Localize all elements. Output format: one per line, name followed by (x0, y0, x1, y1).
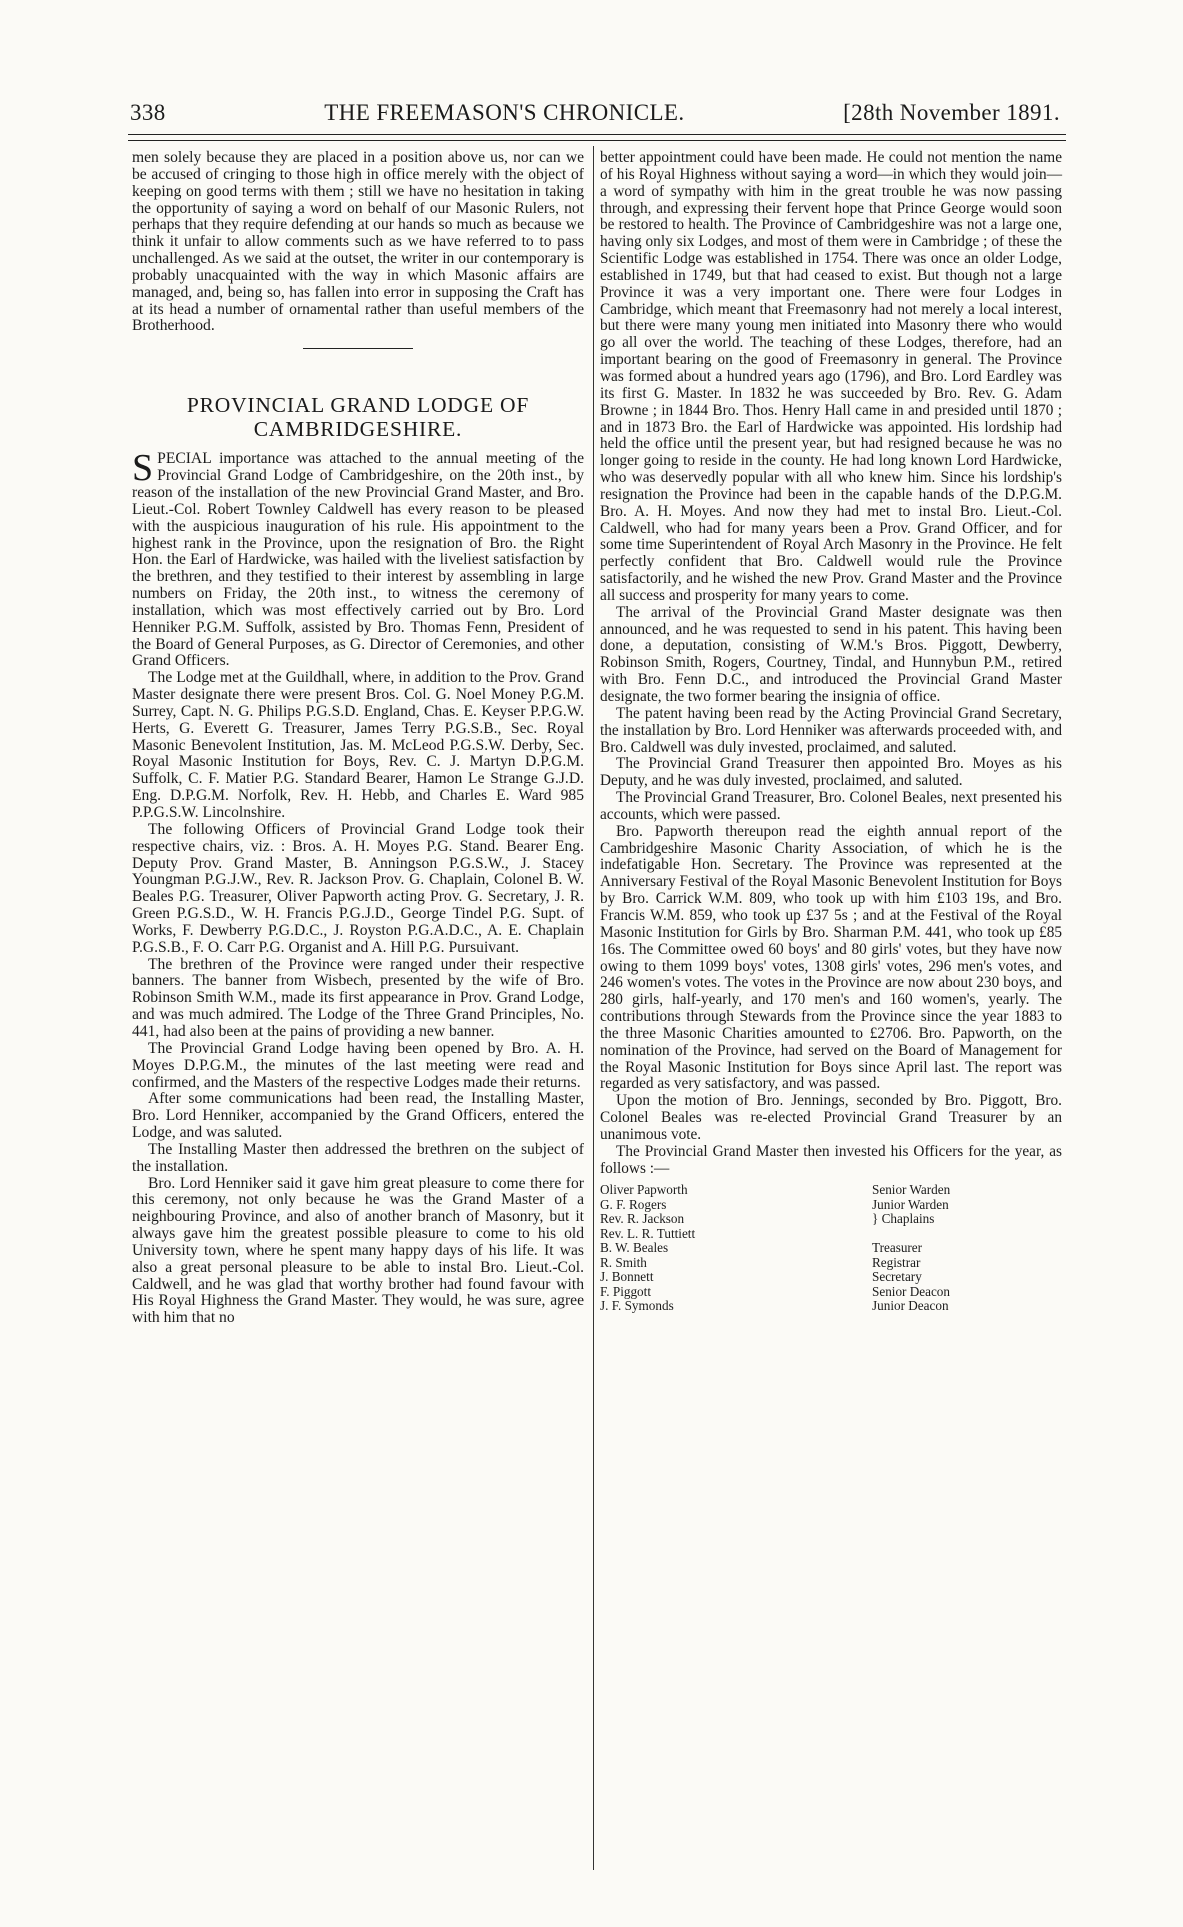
paragraph: Bro. Lord Henniker said it gave him great pleasure to come there for this ceremony, not only because he was the Grand Master of a neighbouring Province, and also of another branch of Masonry, but it always gave him the greatest possible pleasure to come to his old University town, where he spent many happy days of his life. It was also a great personal pleasure to be able to instal Bro. Lieut.-Col. Caldwell, and he was glad that worthy brother had found favour with His Royal Highness the Grand Master. They would, he was sure, agree with him that no (132, 1174, 584, 1327)
paragraph: Upon the motion of Bro. Jennings, seconded by Bro. Piggott, Bro. Colonel Beales was re-elected Provincial Grand Treasurer by an unanimous vote. (600, 1092, 1062, 1143)
officer-role: } Chaplains (872, 1211, 935, 1227)
officer-name: R. Smith (600, 1254, 647, 1270)
officer-row (600, 1183, 1062, 1198)
officer-role: Secretary (872, 1269, 922, 1285)
paragraph: The brethren of the Province were ranged under their respective banners. The banner from Wisbech, presented by the wife of Bro. Robinson Smith W.M., made its first appearance in Prov. Grand Lodge, and was much admired. The Lodge of the Three Grand Principles, No. 441, had also been at the pains of providing a new banner. (132, 955, 584, 1040)
officer-name: Rev. R. Jackson (600, 1211, 685, 1227)
paragraph: The Provincial Grand Treasurer then appointed Bro. Moyes as his Deputy, and he was duly invested, proclaimed, and saluted. (600, 755, 1062, 790)
page-number: 338 (130, 100, 166, 125)
paragraph: The following Officers of Provincial Grand Lodge took their respective chairs, viz. : Bros. A. H. Moyes P.G. Stand. Bearer Eng. Deputy Prov. Grand Master, B. Anningson P.G.S.W., J. Stacey Youngman P.G.J.W., Rev. R. Jackson Prov. G. Chaplain, Colonel B. W. Beales P.G. Treasurer, Oliver Papworth acting Prov. G. Secretary, J. R. Green P.G.S.D., W. H. Francis P.G.J.D., George Tindel P.G. Supt. of Works, F. Dewberry P.G.D.C., J. Royston P.G.A.D.C., A. E. Chaplain P.G.S.B., F. O. Carr P.G. Organist and A. Hill P.G. Pursuivant. (132, 820, 584, 956)
officer-role: Treasurer (872, 1240, 923, 1256)
section-divider (303, 348, 413, 349)
officer-role (872, 1227, 1062, 1242)
left-column (132, 150, 584, 1327)
column-divider (593, 146, 594, 1870)
paragraph: After some communications had been read, the Installing Master, Bro. Lord Henniker, accompanied by the Grand Officers, entered the Lodge, and was saluted. (132, 1090, 584, 1142)
page-header (130, 100, 1060, 132)
officer-name: Rev. L. R. Tuttiett (600, 1225, 696, 1241)
officer-name: G. F. Rogers (600, 1196, 667, 1212)
left-paragraphs (132, 670, 584, 1327)
officer-name: B. W. Beales (600, 1240, 669, 1256)
officer-role: Registrar (872, 1254, 921, 1270)
officer-name: F. Piggott (600, 1283, 651, 1299)
paragraph: The Provincial Grand Treasurer, Bro. Colonel Beales, next presented his accounts, which were passed. (600, 789, 1062, 823)
officer-name: Oliver Papworth (600, 1182, 688, 1198)
paragraph: The Provincial Grand Master then invested his Officers for the year, as follows :— (600, 1142, 1062, 1177)
publication-title: THE FREEMASON'S CHRONICLE. (324, 100, 685, 125)
paragraph: The Lodge met at the Guildhall, where, in addition to the Prov. Grand Master designate there were present Bros. Col. G. Noel Money P.G.M. Surrey, Capt. N. G. Philips P.G.S.D. England, Chas. E. Keyser P.P.G.W. Herts, G. Everett G. Treasurer, James Terry P.G.S.B., Sec. Royal Masonic Benevolent Institution, Jas. M. McLeod P.G.S.W. Derby, Sec. Royal Masonic Institution for Boys, Rev. C. J. Martyn D.P.G.M. Suffolk, C. F. Matier P.G. Standard Bearer, Hamon Le Strange G.J.D. Eng. D.P.G.M. Norfolk, Rev. H. Hebb, and Charles E. Ward 985 P.P.G.S.W. Lincolnshire. (132, 669, 584, 821)
officer-row (600, 1270, 1062, 1285)
officer-name: J. F. Symonds (600, 1298, 674, 1314)
officers-list (600, 1183, 1062, 1314)
lead-paragraph: SPECIAL importance was attached to the annual meeting of the Provincial Grand Lodge of Cambridgeshire, on the 20th inst., by reason of the installation of the new Provincial Grand Master, and Bro. Lieut.-Col. Robert Townley Caldwell has every reason to be pleased with the auspicious inauguration of his rule. His appointment to the highest rank in the Province, upon the resignation of Bro. the Right Hon. the Earl of Hardwicke, was hailed with the liveliest satisfaction by the brethren, and they testified to their interest by assembling in large numbers on Friday, the 20th inst., to witness the ceremony of installation, which was most effectively carried out by Bro. Lord Henniker P.G.M. Suffolk, assisted by Bro. Thomas Fenn, President of the Board of General Purposes, as G. Director of Ceremonies, and other Grand Officers. (132, 447, 584, 670)
speech-continuation: better appointment could have been made. He could not mention the name of his Royal Highness without saying a word—in which they would join—a word of sympathy with him in the great trouble he was now passing through, and expressing their fervent hope that Prince George would soon be restored to health. The Province of Cambridgeshire was not a large one, having only six Lodges, and most of them were in Cambridge ; of these the Scientific Lodge was established in 1754. There was once an older Lodge, established in 1749, but that had ceased to exist. But though not a large Province it was a very important one. There were four Lodges in Cambridge, which meant that Freemasonry had not merely a local interest, but there were many young men initiated into Masonry there who would go all over the world. The teaching of these Lodges, therefore, had an important bearing on the good of Freemasonry in general. The Province was formed about a hundred years ago (1796), and Bro. Lord Eardley was its first G. Master. In 1832 he was succeeded by Bro. Rev. G. Adam Browne ; in 1844 Bro. Thos. Henry Hall came in and presided until 1870 ; and in 1873 Bro. the Earl of Hardwicke was appointed. His lordship had held the office until the present year, but had resigned because he was no longer going to reside in the county. He had long known Lord Hardwicke, who was deservedly popular with all who knew him. Since his lordship's resignation the Province had been in the capable hands of the D.P.G.M. Bro. A. H. Moyes. And now they had met to instal Bro. Lieut.-Col. Caldwell, who had for many years been a Prov. Grand Officer, and for some time Superintendent of Royal Arch Masonry in the Province. He felt perfectly confident that Bro. Caldwell would rule the Province satisfactorily, and he wished the new Prov. Grand Master and the Province all success and prosperity for many years to come. (600, 149, 1062, 604)
right-paragraphs (600, 605, 1062, 1178)
section-title: PROVINCIAL GRAND LODGE OF CAMBRIDGESHIRE. (186, 393, 530, 442)
officer-row (600, 1299, 1062, 1314)
header-rule (128, 134, 1066, 141)
paragraph: The Installing Master then addressed the brethren on the subject of the installation. (132, 1140, 584, 1175)
issue-date: [28th November 1891. (843, 100, 1060, 125)
officer-row (600, 1256, 1062, 1271)
officer-row (600, 1227, 1062, 1242)
right-column (600, 150, 1062, 1314)
officer-row (600, 1285, 1062, 1300)
officer-row (600, 1241, 1062, 1256)
paragraph: Bro. Papworth thereupon read the eighth annual report of the Cambridgeshire Masonic Charity Association, of which he is the indefatigable Hon. Secretary. The Province was represented at the Anniversary Festival of the Royal Masonic Benevolent Institution for Boys by Bro. Carrick W.M. 809, who took up with him £103 19s, and Bro. Francis W.M. 859, who took up £37 5s ; and at the Festival of the Royal Masonic Institution for Girls by Bro. Sharman P.M. 441, who took up £85 16s. The Committee owed 60 boys' and 80 girls' votes, but they have now owing to them 1099 boys' votes, 1308 girls' votes, 296 men's votes, and 246 women's votes. The votes in the Province are now about 230 boys, and 280 girls, half-yearly, and 170 men's and 160 women's, yearly. The contributions through Stewards from the Province since the year 1883 to the three Masonic Charities amounted to £2706. Bro. Papworth, on the nomination of the Province, had served on the Board of Management for the Royal Masonic Institution for Boys since April last. The report was regarded as very satisfactory, and was passed. (600, 822, 1062, 1093)
paragraph: The patent having been read by the Acting Provincial Grand Secretary, the installation by Bro. Lord Henniker was afterwards proceeded with, and Bro. Caldwell was duly invested, proclaimed, and saluted. (600, 704, 1062, 756)
officer-role: Senior Warden (872, 1182, 951, 1198)
officer-name: J. Bonnett (600, 1269, 654, 1285)
officer-row (600, 1212, 1062, 1227)
drop-cap: S (132, 447, 154, 490)
officer-role: Senior Deacon (872, 1283, 950, 1299)
paragraph: The Provincial Grand Lodge having been opened by Bro. A. H. Moyes D.P.G.M., the minutes of the last meeting were read and confirmed, and the Masters of the respective Lodges made their returns. (132, 1039, 584, 1091)
paragraph: The arrival of the Provincial Grand Master designate was then announced, and he was requested to send in his patent. This having been done, a deputation, consisting of W.M.'s Bros. Piggott, Dewberry, Robinson Smith, Rogers, Courtney, Tindal, and Hunnybun P.M., retired with Bro. Fenn D.C., and introduced the Provincial Grand Master designate, the two former bearing the insignia of office. (600, 603, 1062, 705)
officer-role: Junior Deacon (872, 1298, 949, 1314)
officer-row (600, 1198, 1062, 1213)
article-continuation: men solely because they are placed in a position above us, nor can we be accused of cringing to those high in office merely with the object of keeping on good terms with them ; still we have no hesitation in taking the opportunity of saying a word on behalf of our Masonic Rulers, not perhaps that they require defending at our hands so much as because we think it unfair to allow comments such as we have referred to to pass unchallenged. As we said at the outset, the writer in our contemporary is probably unacquainted with the way in which Masonic affairs are managed, and, being so, has fallen into error in supposing the Craft has at its head a number of ornamental rather than useful members of the Brotherhood. (132, 149, 584, 335)
officer-role: Junior Warden (872, 1196, 949, 1212)
